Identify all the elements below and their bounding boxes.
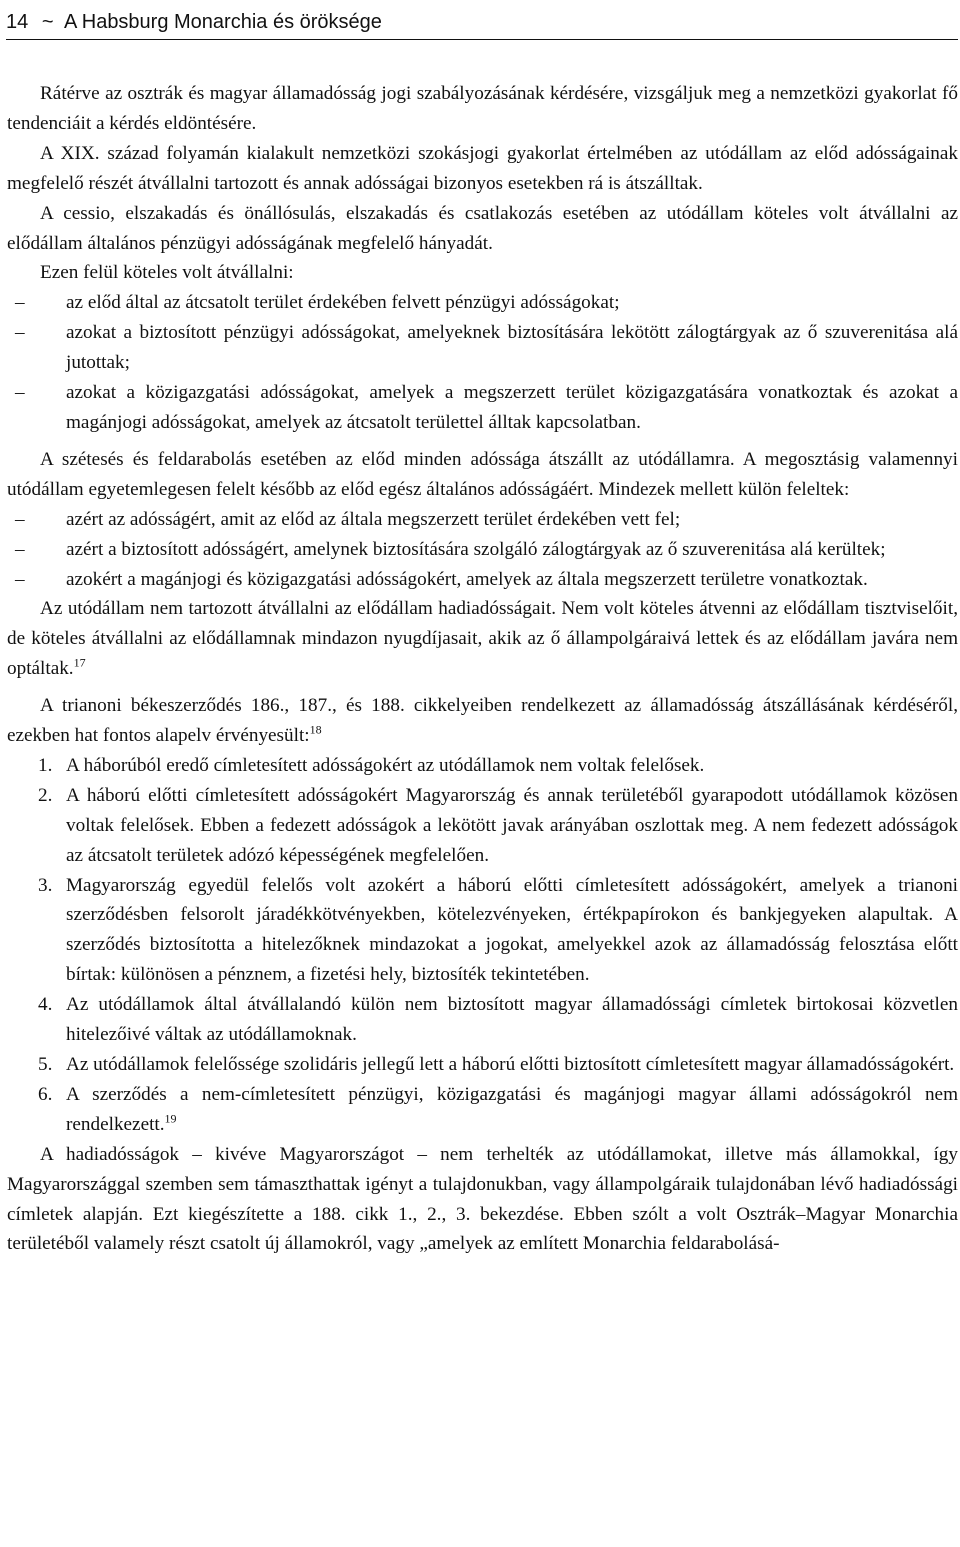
- item-text: Magyarország egyedül felelős volt azokért a háború előtti címletesített adósságokért, amelyek a trianoni szerződésben felsorolt járadékkötvényekben, kötelezvényeken, értékpapírokon és bankjegyeken alapultak. A szerződés biztosította a hitelezőknek mindazokat a jogokat, amelyekkel azok az államadósság felosztása előtt bírtak: különösen a pénznem, a fizetési hely, biztosíték tekintetében.: [66, 874, 958, 986]
- numbered-item: [7, 1050, 958, 1080]
- list-item: [7, 288, 958, 318]
- dash-marker: –: [15, 568, 25, 590]
- paragraph-text: Az utódállam nem tartozott átvállalni az elődállam hadiadósságait. Nem volt köteles átvenni az elődállam tisztviselőit, de köteles átvállalni az elődállamnak mindazon nyugdíjasait, akik az ő állampolgáraivá lettek és az elődállam javára nem optáltak.: [7, 598, 958, 680]
- paragraph: [7, 691, 958, 751]
- body-text: [7, 79, 958, 1259]
- numbered-item: [7, 751, 958, 781]
- list-item: [7, 378, 958, 438]
- footnote-ref-17: 17: [73, 655, 86, 670]
- running-title: A Habsburg Monarchia és öröksége: [63, 11, 382, 33]
- header-separator: ~: [41, 11, 54, 33]
- paragraph: A XIX. század folyamán kialakult nemzetközi szokásjogi gyakorlat értelmében az utódállam az előd adósságainak megfelelő részét átvállalni tartozott és annak adósságai bizonyos esetekben rá is átszálltak.: [7, 142, 958, 194]
- list-item-text: azért a biztosított adósságért, amelynek biztosítására szolgáló zálogtárgyak az ő szuverenitása alá kerültek;: [66, 538, 886, 560]
- paragraph: Ezen felül köteles volt átvállalni:: [40, 262, 294, 284]
- item-number: 4.: [38, 994, 53, 1016]
- item-text: A szerződés a nem-címletesített pénzügyi, közigazgatási és magánjogi magyar állami adósságokról nem rendelkezett.: [66, 1083, 958, 1135]
- numbered-item: [7, 990, 958, 1050]
- item-text: Az utódállamok felelőssége szolidáris jellegű lett a háború előtti biztosított címletesített magyar államadósságokért.: [66, 1054, 955, 1075]
- paragraph: A szétesés és feldarabolás esetében az előd minden adóssága átszállt az utódállamra. A megosztásig valamennyi utódállam egyetemlegesen felelt később az előd egész általános adósságáért. Mindezek mellett külön feleltek:: [7, 448, 958, 500]
- list-item-text: azért az adósságért, amit az előd az általa megszerzett terület érdekében vett fel;: [66, 508, 681, 530]
- list-item: [7, 535, 958, 565]
- paragraph-text: A trianoni békeszerződés 186., 187., és 188. cikkelyeiben rendelkezett az államadósság átszállásának kérdéséről, ezekben hat fontos alapelv érvényesült:: [7, 695, 958, 747]
- list-item-text: azokat a közigazgatási adósságokat, amelyek a megszerzett terület közigazgatására vonatkoztak és azokat a magánjogi adósságokat, amelyek az átcsatolt területtel álltak kapcsolatban.: [66, 382, 958, 433]
- footnote-ref-18: 18: [309, 722, 322, 737]
- item-text: Az utódállamok által átvállalandó külön nem biztosított magyar államadóssági címletek birtokosai közvetlen hitelezőivé váltak az utódállamoknak.: [66, 994, 958, 1046]
- list-item-text: azokat a biztosított pénzügyi adósságokat, amelyeknek biztosítására lekötött zálogtárgyak az ő szuverenitása alá jutottak;: [66, 322, 958, 374]
- numbered-item: [7, 1080, 958, 1140]
- paragraph: A cessio, elszakadás és önállósulás, elszakadás és csatlakozás esetében az utódállam köteles volt átvállalni az elődállam általános pénzügyi adósságának megfelelő hányadát.: [7, 202, 958, 254]
- footnote-ref-19: 19: [164, 1111, 177, 1126]
- item-text: A háborúból eredő címletesített adósságokért az utódállamok nem voltak felelősek.: [66, 754, 705, 776]
- running-header: [6, 8, 958, 40]
- paragraph: [7, 594, 958, 684]
- list-item: [7, 318, 958, 378]
- list-item: [7, 505, 958, 535]
- item-number: 3.: [38, 874, 53, 896]
- dash-marker: –: [15, 538, 25, 560]
- dash-marker: –: [15, 292, 25, 314]
- dash-marker: –: [15, 508, 25, 530]
- item-number: 1.: [38, 754, 53, 776]
- list-item-text: azokért a magánjogi és közigazgatási adósságokért, amelyek az általa megszerzett területre vonatkoztak.: [66, 568, 868, 590]
- item-number: 6.: [38, 1083, 53, 1105]
- dash-marker: –: [15, 382, 25, 404]
- numbered-item: [7, 781, 958, 871]
- item-text: A háború előtti címletesített adósságokért Magyarország és annak területéből gyarapodott utódállamok közösen voltak felelősek. Ebben a fedezett adósságok a lekötött javak arányában oszlottak meg. A nem fedezett adósságok az átcsatolt területek adózó képességének megfelelően.: [66, 784, 958, 866]
- paragraph: Rátérve az osztrák és magyar államadósság jogi szabályozásának kérdésére, vizsgáljuk meg a nemzetközi gyakorlat fő tendenciáit a kérdés eldöntésére.: [7, 83, 958, 134]
- numbered-item: [7, 871, 958, 991]
- list-item-text: az előd által az átcsatolt terület érdekében felvett pénzügyi adósságokat;: [66, 292, 620, 314]
- item-number: 5.: [38, 1054, 53, 1075]
- list-item: [7, 565, 958, 595]
- paragraph: A hadiadósságok – kivéve Magyarországot – nem terhelték az utódállamokat, illetve más államokkal, így Magyarországgal szemben sem támaszthattak igényt a tulajdonukban, vagy állampolgáraik tulajdonában lévő hadiadóssági címletek alapján. Ezt kiegészítette a 188. cikk 1., 2., 3. bekezdése. Ebben szólt a volt Osztrák–Magyar Monarchia területéből valamely részt csatolt új államokról, vagy „amelyek az említett Monarchia feldarabolásá-: [7, 1143, 958, 1255]
- page-number: 14: [6, 11, 29, 33]
- dash-marker: –: [15, 322, 25, 344]
- item-number: 2.: [38, 784, 53, 806]
